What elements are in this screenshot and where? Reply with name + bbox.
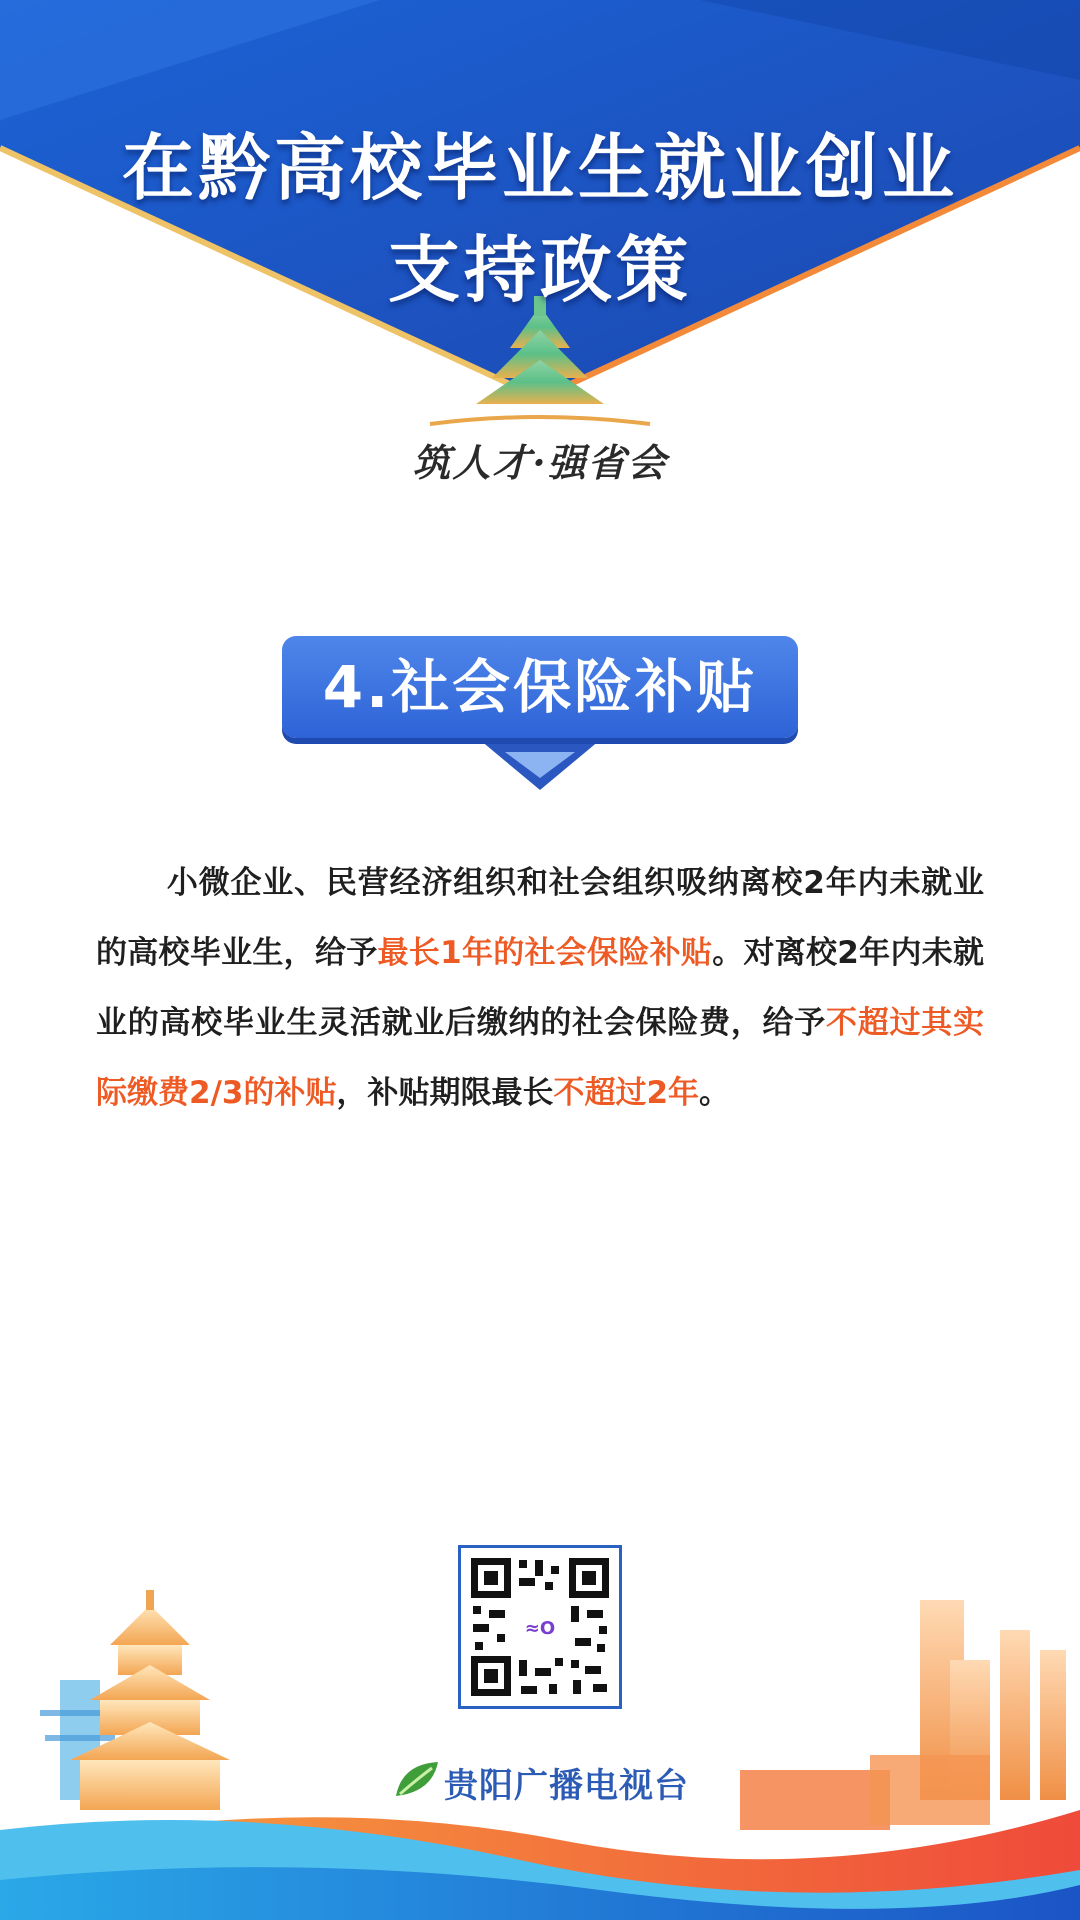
body-text-part4: 。 <box>699 1075 731 1111</box>
section-badge <box>282 636 798 738</box>
svg-text:≈O: ≈O <box>524 1618 556 1639</box>
policy-paragraph <box>96 848 984 1128</box>
section-title: 4.社会保险补贴 <box>322 653 758 721</box>
qr-code-icon[interactable] <box>458 1545 622 1709</box>
slogan: 筑人才·强省会 <box>412 440 668 485</box>
broadcaster-logo-text: 贵阳广播电视台 <box>444 1766 689 1806</box>
page-title-line1: 在黔高校毕业生就业创业 <box>121 126 958 210</box>
highlight-3: 不超过2年 <box>553 1075 700 1111</box>
body-text-part2: 。对离校2年内未就业的高校毕业生灵活就业后缴纳的社会保险费，给予 <box>96 935 984 1041</box>
highlight-2: 不超过其实际缴费2/3的补贴 <box>96 1005 985 1111</box>
body-text-part1: 小微企业、民营经济组织和社会组织吸纳离校2年内未就业的高校毕业生，给予 <box>96 865 984 971</box>
leaf-logo-icon <box>392 1758 442 1802</box>
body-text-part3: ，补贴期限最长 <box>336 1075 554 1111</box>
page-title-line2: 支持政策 <box>387 228 692 312</box>
highlight-1: 最长1年的社会保险补贴 <box>377 935 713 971</box>
